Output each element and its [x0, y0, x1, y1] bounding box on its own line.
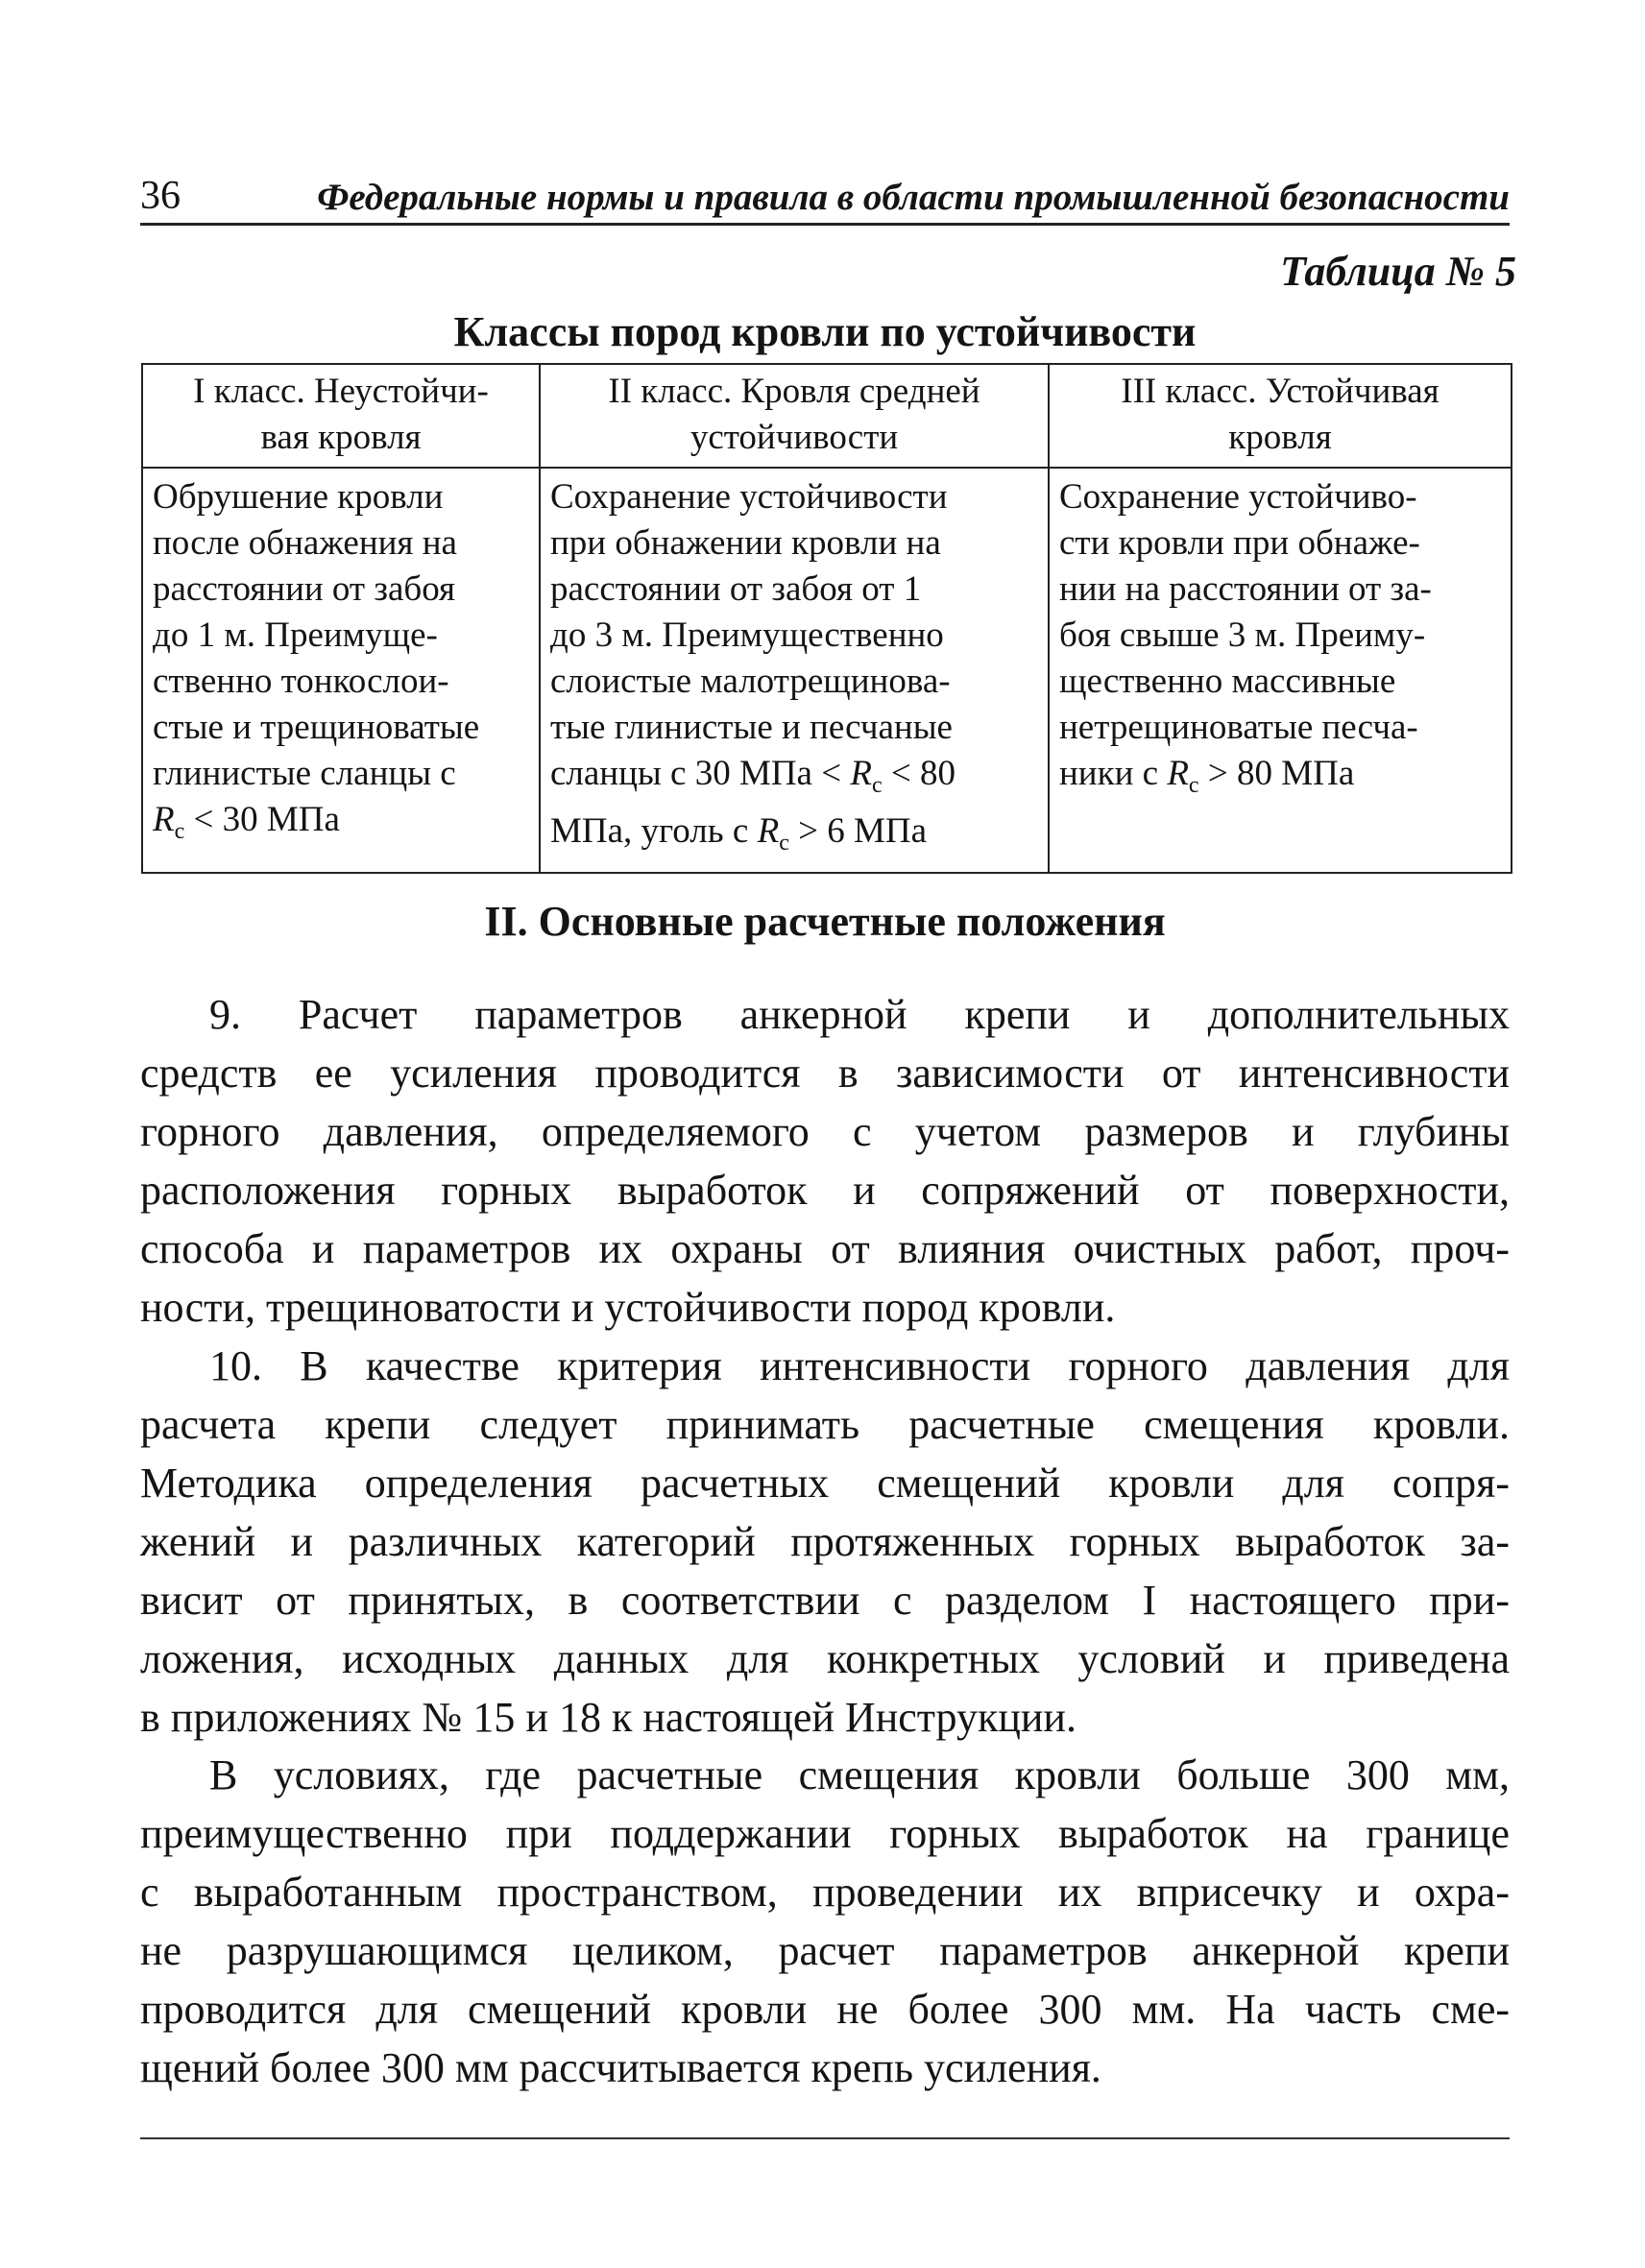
paragraph-line: расположения горных выработок и сопряжений от поверхности,	[140, 1167, 1510, 1214]
header-line: I класс. Неустойчи-	[193, 372, 489, 411]
cell-line: боя свыше 3 м. Преиму-	[1059, 615, 1426, 655]
paragraph-line: 9. Расчет параметров анкерной крепи и дополнительных	[209, 991, 1510, 1038]
paragraph-line: В условиях, где расчетные смещения кровли больше 300 мм,	[209, 1751, 1510, 1798]
formula-text: < 30 МПа	[184, 800, 340, 839]
cell-line: Сохранение устойчивости	[550, 477, 948, 517]
header-class-3	[1049, 364, 1512, 468]
header-line: устойчивости	[689, 418, 899, 457]
formula-subscript: с	[871, 773, 883, 798]
paragraph-9	[140, 985, 1510, 1337]
running-header	[140, 173, 1510, 226]
formula-text: сланцы с 30 МПа <	[550, 754, 851, 793]
formula-subscript: с	[779, 831, 789, 856]
cell-class-3	[1049, 468, 1512, 873]
cell-line: Обрушение кровли	[153, 477, 444, 517]
cell-line: щественно массивные	[1059, 662, 1396, 701]
cell-formula-line	[1059, 751, 1501, 808]
paragraph-line: щений более 300 мм рассчитывается крепь усиления.	[140, 2044, 1101, 2091]
paragraph-line: в приложениях № 15 и 18 к настоящей Инструкции.	[140, 1694, 1077, 1741]
cell-line: нетрещиноватые песча-	[1059, 708, 1418, 747]
roof-stability-table	[141, 363, 1512, 874]
table-body-row	[142, 468, 1512, 873]
cell-line: после обнажения на	[153, 523, 457, 563]
cell-line: слоистые малотрещинова-	[550, 662, 951, 701]
table-header-row	[142, 364, 1512, 468]
cell-line: тые глинистые и песчаные	[550, 708, 953, 747]
paragraph-line: проводится для смещений кровли не более 300 мм. На часть сме-	[140, 1986, 1510, 2033]
formula-text: МПа, уголь с	[550, 811, 758, 851]
paragraph-10	[140, 1337, 1510, 1747]
paragraph-line: ложения, исходных данных для конкретных условий и приведена	[140, 1635, 1510, 1682]
formula-text: < 80	[882, 754, 956, 793]
cell-line: Сохранение устойчиво-	[1059, 477, 1417, 517]
cell-formula-line	[550, 808, 1038, 866]
header-class-1	[142, 364, 540, 468]
cell-line: расстоянии от забоя	[153, 569, 456, 609]
paragraph-line: не разрушающимся целиком, расчет параметров анкерной крепи	[140, 1927, 1510, 1974]
paragraph-line: средств ее усиления проводится в зависимости от интенсивности	[140, 1050, 1510, 1097]
section-heading: II. Основные расчетные положения	[484, 898, 1166, 945]
running-title: Федеральные нормы и правила в области промышленной безопасности	[317, 177, 1510, 218]
cell-line: ственно тонкослои-	[153, 662, 449, 701]
formula-text: > 6 МПа	[788, 811, 928, 851]
formula-subscript: с	[174, 819, 185, 844]
page-number: 36	[140, 174, 181, 218]
cell-line: при обнажении кровли на	[550, 523, 941, 563]
paragraph-line: с выработанным пространством, проведении их вприсечку и охра-	[140, 1869, 1510, 1916]
header-line: кровля	[1228, 418, 1332, 457]
header-class-2	[540, 364, 1049, 468]
formula-text: ники с	[1059, 754, 1168, 793]
formula-text: > 80 МПа	[1198, 754, 1355, 793]
table-caption: Классы пород кровли по устойчивости	[453, 308, 1197, 355]
paragraph-line: преимущественно при поддержании горных выработок на границе	[140, 1810, 1510, 1857]
paragraph-line: способа и параметров их охраны от влияния очистных работ, проч-	[140, 1225, 1510, 1272]
cell-class-1	[142, 468, 540, 873]
header-line: вая кровля	[260, 418, 422, 457]
cell-line: стые и трещиноватые	[153, 708, 480, 747]
cell-line: расстоянии от забоя от 1	[550, 569, 922, 609]
paragraph-line: висит от принятых, в соответствии с разделом I настоящего при-	[140, 1577, 1510, 1624]
paragraph-displacements	[140, 1746, 1510, 2097]
cell-formula-line	[153, 797, 529, 855]
cell-line: сти кровли при обнаже-	[1059, 523, 1420, 563]
formula-subscript: с	[1188, 773, 1199, 798]
formula-symbol: R	[850, 754, 872, 793]
formula-symbol: R	[757, 811, 780, 851]
paragraph-line: Методика определения расчетных смещений кровли для сопря-	[140, 1460, 1510, 1507]
formula-symbol: R	[153, 800, 175, 839]
paragraph-line: ности, трещиноватости и устойчивости пород кровли.	[140, 1284, 1116, 1331]
cell-line: нии на расстоянии от за-	[1059, 569, 1432, 609]
cell-line: до 1 м. Преимуще-	[153, 615, 438, 655]
table-label: Таблица № 5	[1280, 248, 1516, 295]
formula-symbol: R	[1167, 754, 1189, 793]
header-line: II класс. Кровля средней	[608, 372, 980, 411]
cell-class-2	[540, 468, 1049, 873]
paragraph-line: 10. В качестве критерия интенсивности горного давления для	[209, 1342, 1510, 1389]
cell-formula-line	[550, 751, 1038, 808]
header-line: III класс. Устойчивая	[1121, 372, 1439, 411]
paragraph-line: горного давления, определяемого с учетом размеров и глубины	[140, 1108, 1510, 1155]
paragraph-line: жений и различных категорий протяженных горных выработок за-	[140, 1518, 1510, 1565]
footer-rule	[140, 2137, 1510, 2139]
paragraph-line: расчета крепи следует принимать расчетные смещения кровли.	[140, 1401, 1510, 1448]
cell-line: глинистые сланцы с	[153, 754, 456, 793]
cell-line: до 3 м. Преимущественно	[550, 615, 944, 655]
